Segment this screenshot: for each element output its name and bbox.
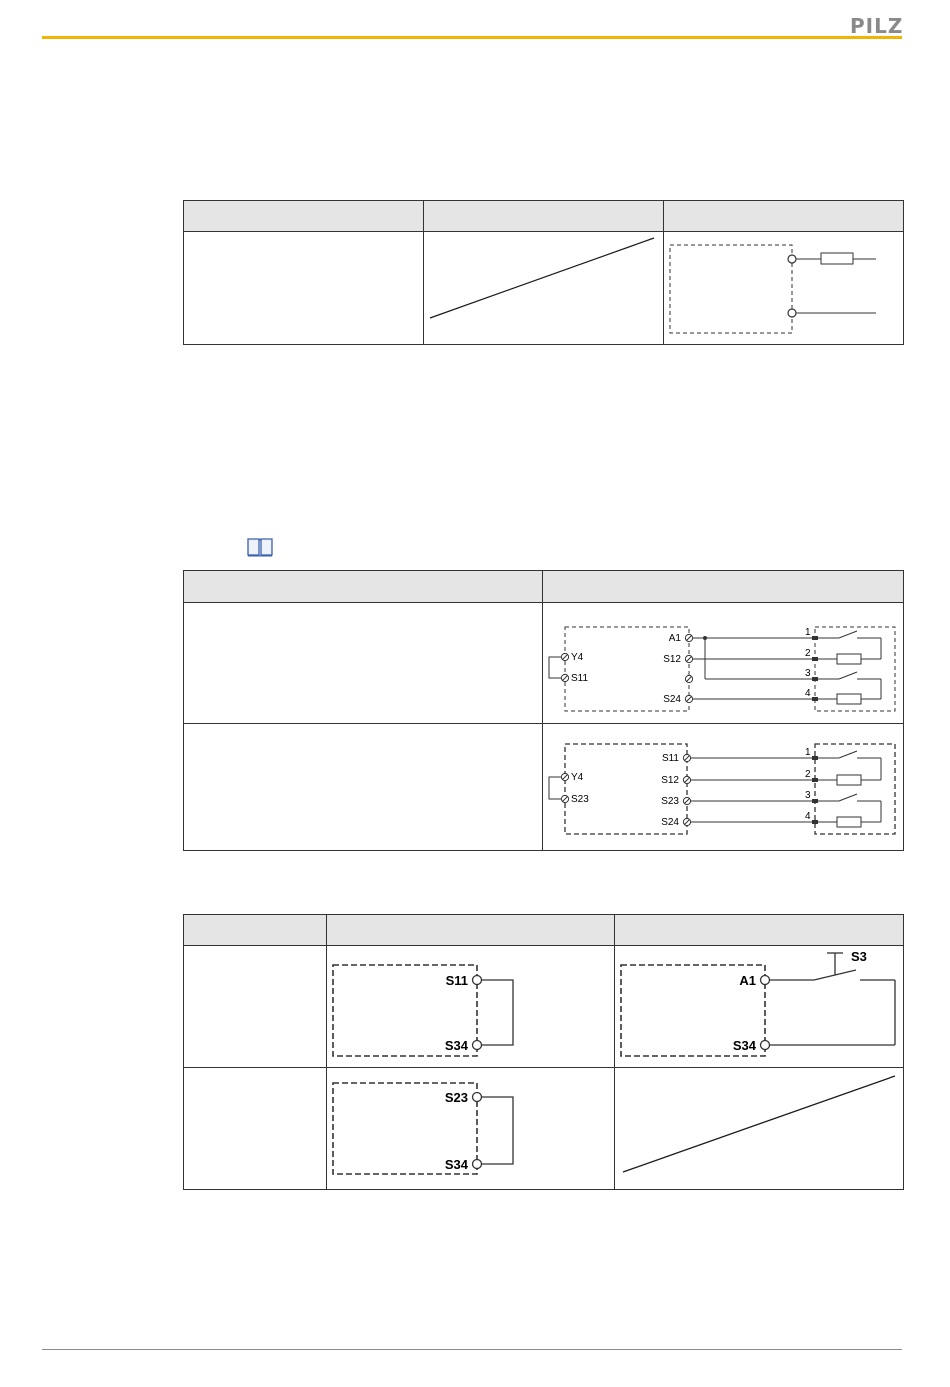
svg-text:S12: S12: [661, 775, 679, 786]
table-1-header-col-1: [184, 201, 424, 232]
bridge-wire: [482, 980, 513, 1045]
svg-text:Y4: Y4: [571, 652, 584, 663]
switch-contact-2: [839, 672, 857, 679]
device-boundary: [670, 245, 792, 333]
table-3-header-col-2: [327, 915, 615, 946]
resistor-icon: [837, 775, 861, 785]
terminal-s11: [473, 976, 482, 985]
table-2-row-1-description: [184, 603, 543, 724]
table-3-header-col-1: [184, 915, 327, 946]
terminal-s23: [473, 1093, 482, 1102]
terminal-a1: [669, 633, 693, 644]
terminal-s11: [662, 753, 691, 764]
table-3-row-2-not-applicable: [615, 1068, 904, 1190]
fuse-icon: [821, 253, 853, 264]
table-3-row-1-label: [184, 946, 327, 1068]
bridge-wire: [482, 1097, 513, 1164]
footer-divider: [42, 1349, 902, 1350]
resistor-icon: [837, 817, 861, 827]
switch-contact-2: [839, 794, 857, 801]
terminal-s12: [661, 775, 690, 786]
bridge-diagram-s11-s34: [327, 946, 613, 1066]
resistor-icon: [837, 654, 861, 664]
svg-text:S24: S24: [663, 694, 681, 705]
table-1-header-col-2: [424, 201, 664, 232]
table-1: [183, 200, 904, 345]
switch-contact-1: [839, 631, 857, 638]
wiring-diagram-s11: [543, 724, 902, 849]
svg-text:S3: S3: [851, 949, 867, 964]
table-3-row-2-label: [184, 1068, 327, 1190]
svg-text:S23: S23: [661, 796, 679, 807]
svg-text:2: 2: [805, 769, 811, 780]
terminal-a1: [761, 976, 770, 985]
table-2-header-col-1: [184, 571, 543, 603]
pilz-logo: PILZ: [850, 14, 904, 38]
svg-text:S11: S11: [445, 973, 468, 988]
table-1-cell-not-applicable: [424, 232, 664, 345]
svg-text:1: 1: [805, 747, 811, 758]
table-2: [183, 570, 904, 851]
svg-text:S23: S23: [444, 1090, 468, 1105]
svg-text:3: 3: [805, 790, 811, 801]
terminal-s12: [663, 654, 692, 665]
terminal-s24: [661, 817, 690, 828]
table-3-row-1-bridge-cell: [327, 946, 615, 1068]
svg-text:3: 3: [805, 668, 811, 679]
bridge-wire: [549, 777, 561, 799]
header-accent-bar: [42, 36, 902, 39]
terminal-s24: [663, 694, 692, 705]
fuse-circuit-diagram: [664, 232, 902, 343]
terminal-top: [788, 255, 796, 263]
table-1-header-col-3: [664, 201, 904, 232]
table-1-cell-diagram: [664, 232, 904, 345]
terminal-unlabeled: [685, 675, 692, 682]
svg-text:S24: S24: [661, 817, 679, 828]
not-applicable-strike: [615, 1068, 902, 1188]
svg-text:2: 2: [805, 648, 811, 659]
svg-text:S12: S12: [663, 654, 681, 665]
resistor-icon: [837, 694, 861, 704]
svg-text:4: 4: [805, 811, 811, 822]
bridge-diagram-s23-s34: [327, 1068, 613, 1188]
svg-text:A1: A1: [668, 633, 681, 644]
table-2-row-2-description: [184, 724, 543, 851]
svg-text:A1: A1: [739, 973, 756, 988]
svg-text:S34: S34: [444, 1038, 468, 1053]
table-2-header-col-2: [543, 571, 904, 603]
terminal-bottom: [788, 309, 796, 317]
table-3-row-1-button-cell: [615, 946, 904, 1068]
svg-text:S34: S34: [444, 1157, 468, 1172]
svg-text:S34: S34: [732, 1038, 756, 1053]
svg-text:S23: S23: [571, 794, 589, 805]
table-3-header-col-3: [615, 915, 904, 946]
table-2-row-1-diagram-cell: [543, 603, 904, 724]
wiring-diagram-a1: [543, 603, 902, 722]
svg-text:S11: S11: [661, 753, 679, 764]
terminal-s34: [473, 1160, 482, 1169]
button-diagram-a1-s34: [615, 946, 902, 1066]
svg-text:4: 4: [805, 688, 811, 699]
bridge-wire: [549, 657, 561, 678]
not-applicable-strike: [424, 232, 662, 343]
switch-contact-1: [839, 751, 857, 758]
svg-text:S11: S11: [571, 673, 589, 684]
table-3-row-2-bridge-cell: [327, 1068, 615, 1190]
table-1-cell: [184, 232, 424, 345]
table-3: [183, 914, 904, 1190]
book-icon: [246, 535, 274, 557]
terminal-s23-right: [661, 796, 690, 807]
svg-text:Y4: Y4: [571, 772, 584, 783]
svg-text:1: 1: [805, 627, 811, 638]
terminal-s34: [473, 1041, 482, 1050]
table-2-row-2-diagram-cell: [543, 724, 904, 851]
terminal-s34: [761, 1041, 770, 1050]
